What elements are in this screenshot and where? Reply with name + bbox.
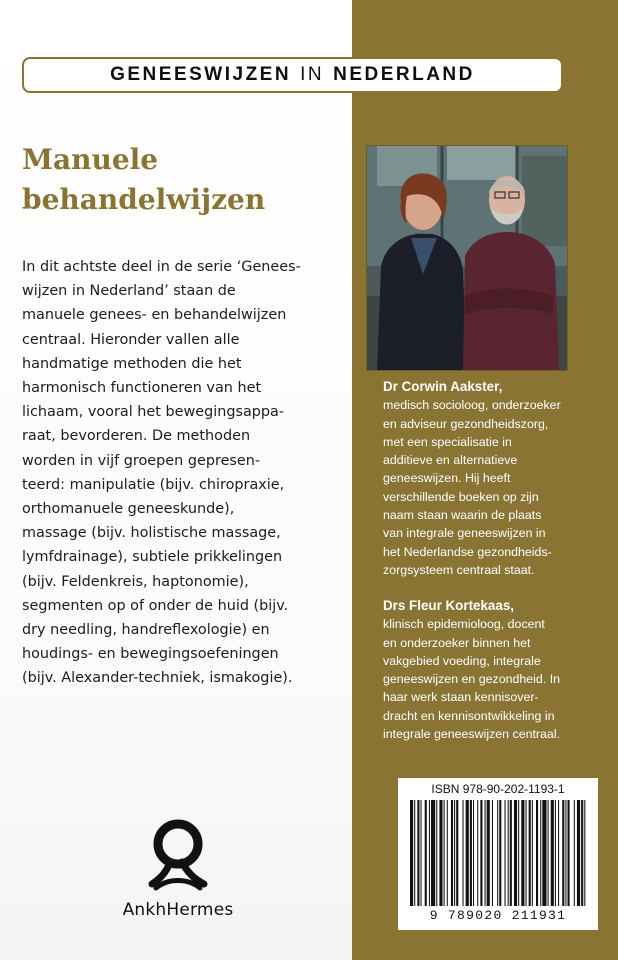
blurb-line: centraal. Hieronder vallen alle	[22, 331, 240, 348]
barcode-bar	[568, 800, 570, 906]
barcode-bar	[436, 800, 437, 906]
barcode-bar	[542, 800, 546, 906]
bio-line: en adviseur gezondheidszorg,	[383, 416, 549, 431]
barcode-bar	[581, 800, 583, 906]
barcode-bar	[555, 800, 556, 906]
ankh-q-logo-icon	[148, 818, 208, 892]
barcode-bar	[439, 800, 442, 906]
barcode-bar	[492, 800, 493, 906]
blurb-line: houdings- en bewegingsoefeningen	[22, 646, 279, 663]
barcode-bar	[466, 800, 469, 906]
barcode-bar	[521, 800, 524, 906]
barcode-bar	[574, 800, 575, 906]
barcode-bar	[431, 800, 435, 906]
title-line: Manuele	[22, 143, 159, 176]
barcode-bar	[451, 800, 453, 906]
blurb-line: In dit achtste deel in de serie ‘Genees-	[22, 259, 301, 275]
isbn-text: ISBN 978-90-202-1193-1	[431, 782, 565, 796]
barcode-bar	[529, 800, 531, 906]
barcode-bar	[421, 800, 422, 906]
barcode-bar	[540, 800, 541, 906]
blurb	[22, 255, 354, 691]
barcode-bar	[473, 800, 474, 906]
barcode-bar	[558, 800, 559, 906]
blurb-line: lymfdrainage), subtiele prikkelingen	[22, 549, 283, 566]
bio-line: en onderzoeker binnen het	[383, 635, 531, 650]
bio-line: haar werk staan kennisover-	[383, 690, 539, 705]
barcode-bar	[447, 800, 448, 906]
barcode-label	[398, 778, 598, 930]
barcode-bar	[532, 800, 533, 906]
barcode-bar	[454, 800, 455, 906]
bio-line: met een specialisatie in	[383, 434, 512, 449]
bio-line: geneeswijzen. Hij heeft	[383, 471, 511, 486]
barcode-bar	[508, 800, 509, 906]
blurb-line: wijzen in Nederland’ staan de	[22, 283, 236, 300]
blurb-line: teerd: manipulatie (bijv. chiropraxie,	[22, 476, 285, 493]
series-word-1: GENEESWIJZEN	[110, 64, 292, 85]
bio-line: geneeswijzen en gezondheid. In	[383, 672, 561, 687]
author-bio-aakster	[383, 378, 615, 579]
blurb-line: dry needling, handreflexologie) en	[22, 622, 270, 639]
barcode-bar	[456, 800, 458, 906]
bio-line: zorgsysteem centraal staat.	[383, 562, 535, 577]
barcode-digits: 9 789020 211931	[429, 908, 567, 923]
barcode-bar	[514, 800, 517, 906]
blurb-line: harmonisch functioneren van het	[22, 380, 262, 397]
barcode-bar	[497, 800, 498, 906]
bio-line: additieve en alternatieve	[383, 453, 518, 468]
barcode-bar	[485, 800, 486, 906]
bio-line: integrale geneeswijzen centraal.	[383, 727, 561, 742]
title-line: behandelwijzen	[22, 183, 266, 216]
barcode-bar	[417, 800, 419, 906]
barcode-bar	[463, 800, 464, 906]
barcode-bar	[562, 800, 564, 906]
barcode-bar	[510, 800, 512, 906]
author-name: Drs Fleur Kortekaas,	[383, 598, 514, 613]
barcode-bar	[470, 800, 472, 906]
publisher-name: AnkhHermes	[122, 900, 234, 920]
barcode-bar	[429, 800, 430, 906]
blurb-line: (bijv. Alexander-techniek, ismakogie).	[22, 670, 293, 687]
barcode-bar	[584, 800, 585, 906]
barcode-bar	[536, 800, 538, 906]
series-word-2: IN	[300, 64, 325, 85]
bio-line: verschillende boeken op zijn	[383, 489, 539, 504]
blurb-line: worden in vijf groepen gepresen-	[22, 452, 261, 469]
barcode-bar	[477, 800, 478, 906]
barcode-bar	[577, 800, 580, 906]
barcode-bar	[518, 800, 519, 906]
barcode-bar	[565, 800, 566, 906]
barcode-bar	[499, 800, 501, 906]
bio-line: medisch socioloog, onderzoeker	[383, 398, 561, 413]
blurb-line: raat, bevorderen. De methoden	[22, 428, 251, 445]
barcode-bar	[444, 800, 445, 906]
blurb-line: segmenten op of onder de huid (bijv.	[22, 597, 289, 614]
barcode-bar	[551, 800, 554, 906]
author-portrait-photo	[366, 145, 568, 371]
barcode-bar	[425, 800, 427, 906]
bio-line: van integrale geneeswijzen in	[383, 526, 546, 541]
bio-line: het Nederlandse gezondheids-	[383, 544, 552, 559]
barcode-bars	[406, 800, 590, 906]
barcode-bar	[548, 800, 549, 906]
author-name: Dr Corwin Aakster,	[383, 379, 503, 394]
blurb-line: (bijv. Feldenkreis, haptonomie),	[22, 573, 249, 590]
barcode-bar	[480, 800, 482, 906]
book-title	[22, 140, 342, 220]
bio-line: naam staan waarin de plaats	[383, 508, 542, 523]
barcode-bar	[414, 800, 415, 906]
blurb-line: orthomanuele geneeskunde),	[22, 501, 235, 518]
series-banner	[22, 57, 563, 93]
blurb-line: manuele genees- en behandelwijzen	[22, 307, 287, 324]
barcode-bar	[487, 800, 490, 906]
bio-line: dracht en kennisontwikkeling in	[383, 708, 555, 723]
series-word-3: NEDERLAND	[333, 64, 475, 85]
blurb-line: massage (bijv. holistische massage,	[22, 525, 281, 542]
barcode-bar	[526, 800, 527, 906]
bio-line: klinisch epidemioloog, docent	[383, 617, 545, 632]
blurb-line: handmatige methoden die het	[22, 355, 242, 372]
bio-line: vakgebied voeding, integrale	[383, 653, 541, 668]
author-bio-kortekaas	[383, 597, 615, 743]
barcode-bar	[410, 800, 413, 906]
blurb-line: lichaam, vooral het bewegingsappa-	[22, 404, 285, 421]
barcode-bar	[505, 800, 506, 906]
